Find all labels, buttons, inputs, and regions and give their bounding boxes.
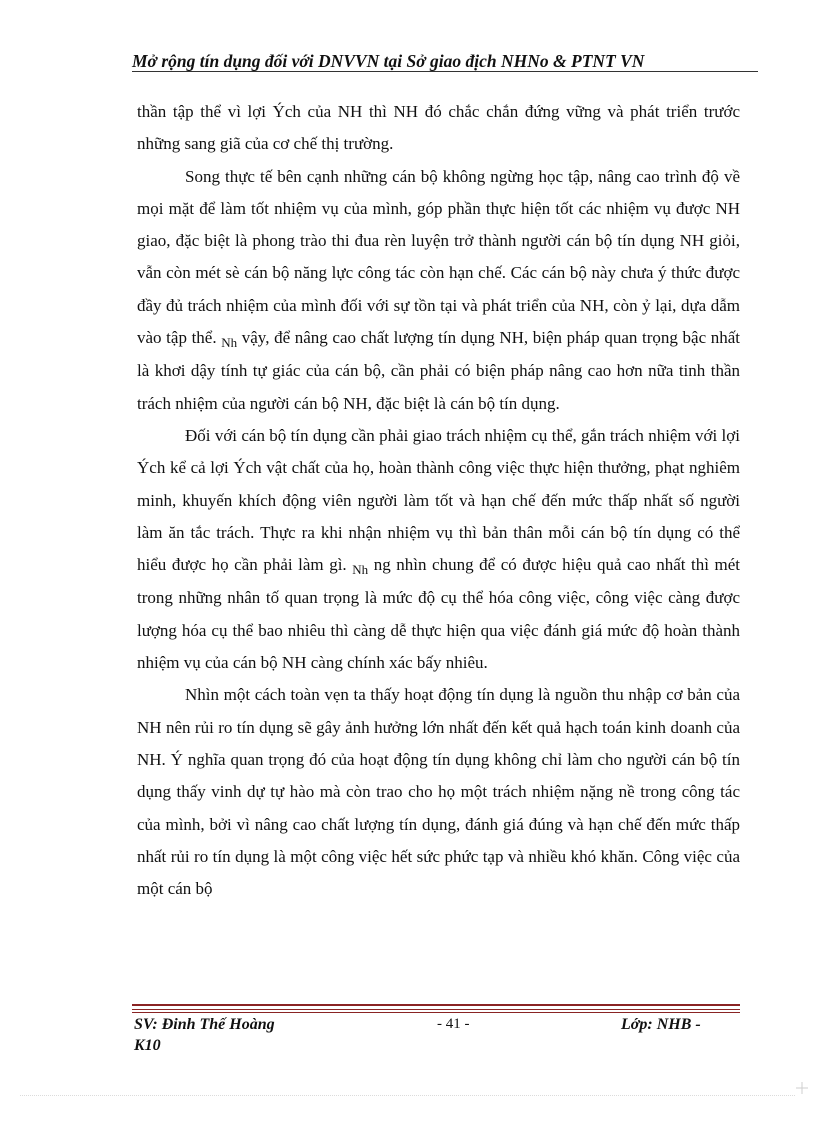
paragraph-4 <box>137 679 740 905</box>
running-header-title: Mở rộng tín dụng đối với DNVVN tại Sở giao địch NHNo & PTNT VN <box>132 51 645 71</box>
footer-page-number: - 41 - <box>437 1016 470 1032</box>
paragraph-2 <box>137 161 740 420</box>
footer-rule-thin <box>132 1009 740 1010</box>
paragraph-3-text-b: ng nhìn chung để có được hiệu quả cao nhất thì mét trong những nhân tố quan trọng là mức độ cụ thể hóa công việc, công việc càng được lượng hóa cụ thể bao nhiêu thì càng dễ thực hiện qua việc đánh giá mức độ hoàn thành nhiệm vụ của cán bộ NH càng chính xác bấy nhiêu. <box>137 555 741 673</box>
footer-rule-thick <box>132 1004 740 1006</box>
paragraph-3 <box>137 420 740 679</box>
page-corner-mark <box>796 1082 808 1094</box>
paragraph-3-subscript: Nh <box>352 562 369 578</box>
paragraph-1 <box>137 96 740 161</box>
paragraph-4-text: Nhìn một cách toàn vẹn ta thấy hoạt động tín dụng là nguồn thu nhập cơ bản của NH nên rủi ro tín dụng sẽ gây ảnh hưởng lớn nhất đến kết quả hạch toán kinh doanh của NH. Ý nghĩa quan trọng đó của hoạt động tín dụng không chỉ làm cho người cán bộ tín dụng thấy vinh dự tự hào mà còn trao cho họ một trách nhiệm nặng nề trong công tác của mình, bởi vì nâng cao chất lượng tín dụng, đánh giá đúng và hạn chế đến mức thấp nhất rủi ro tín dụng là một công việc hết sức phức tạp và nhiều khó khăn. Công việc của một cán bộ <box>137 685 740 899</box>
footer-rule-thin-2 <box>132 1012 740 1013</box>
header-rule <box>132 71 758 72</box>
footer-student-name: SV: Đinh Thế Hoàng <box>134 1016 275 1033</box>
paragraph-2-text-a: Song thực tế bên cạnh những cán bộ không ngừng học tập, nâng cao trình độ về mọi mặt để làm tốt nhiệm vụ của mình, góp phần thực hiện tốt các nhiệm vụ được NH giao, đặc biệt là phong trào thi đua rèn luyện trở thành người cán bộ tín dụng NH giỏi, vẫn còn mét sè cán bộ năng lực công tác còn hạn chế. Các cán bộ này chưa ý thức được đầy đủ trách nhiệm của mình đối với sự tồn tại và phát triển của NH, còn ỷ lại, dựa dẫm vào tập thể. <box>137 166 740 348</box>
page-edge-dotted-line <box>20 1095 795 1096</box>
footer-class-code: K10 <box>134 1037 161 1054</box>
footer-class-label: Lớp: NHB - <box>621 1016 701 1033</box>
paragraph-1-text: thần tập thể vì lợi Ých của NH thì NH đó chắc chắn đứng vững và phát triển trước những sang giã của cơ chế thị trường. <box>137 102 740 154</box>
paragraph-2-text-b: vậy, để nâng cao chất lượng tín dụng NH, biện pháp quan trọng bậc nhất là khơi dậy tính tự giác của cán bộ, cần phải có biện pháp nâng cao hơn nữa tinh thần trách nhiệm của người cán bộ NH, đặc biệt là cán bộ tín dụng. <box>137 328 741 413</box>
paragraph-3-text-a: Đối với cán bộ tín dụng cần phải giao trách nhiệm cụ thể, gắn trách nhiệm với lợi Ých kể cả lợi Ých vật chất của họ, hoàn thành công việc thực hiện thưởng, phạt nghiêm minh, khuyến khích động viên người làm tốt và hạn chế đến mức thấp nhất số người làm ăn tắc trách. Thực ra khi nhận nhiệm vụ thì bản thân mỗi cán bộ tín dụng có thể hiểu được họ cần phải làm gì. <box>137 425 740 575</box>
document-body <box>137 96 740 905</box>
paragraph-2-subscript: Nh <box>221 335 238 351</box>
